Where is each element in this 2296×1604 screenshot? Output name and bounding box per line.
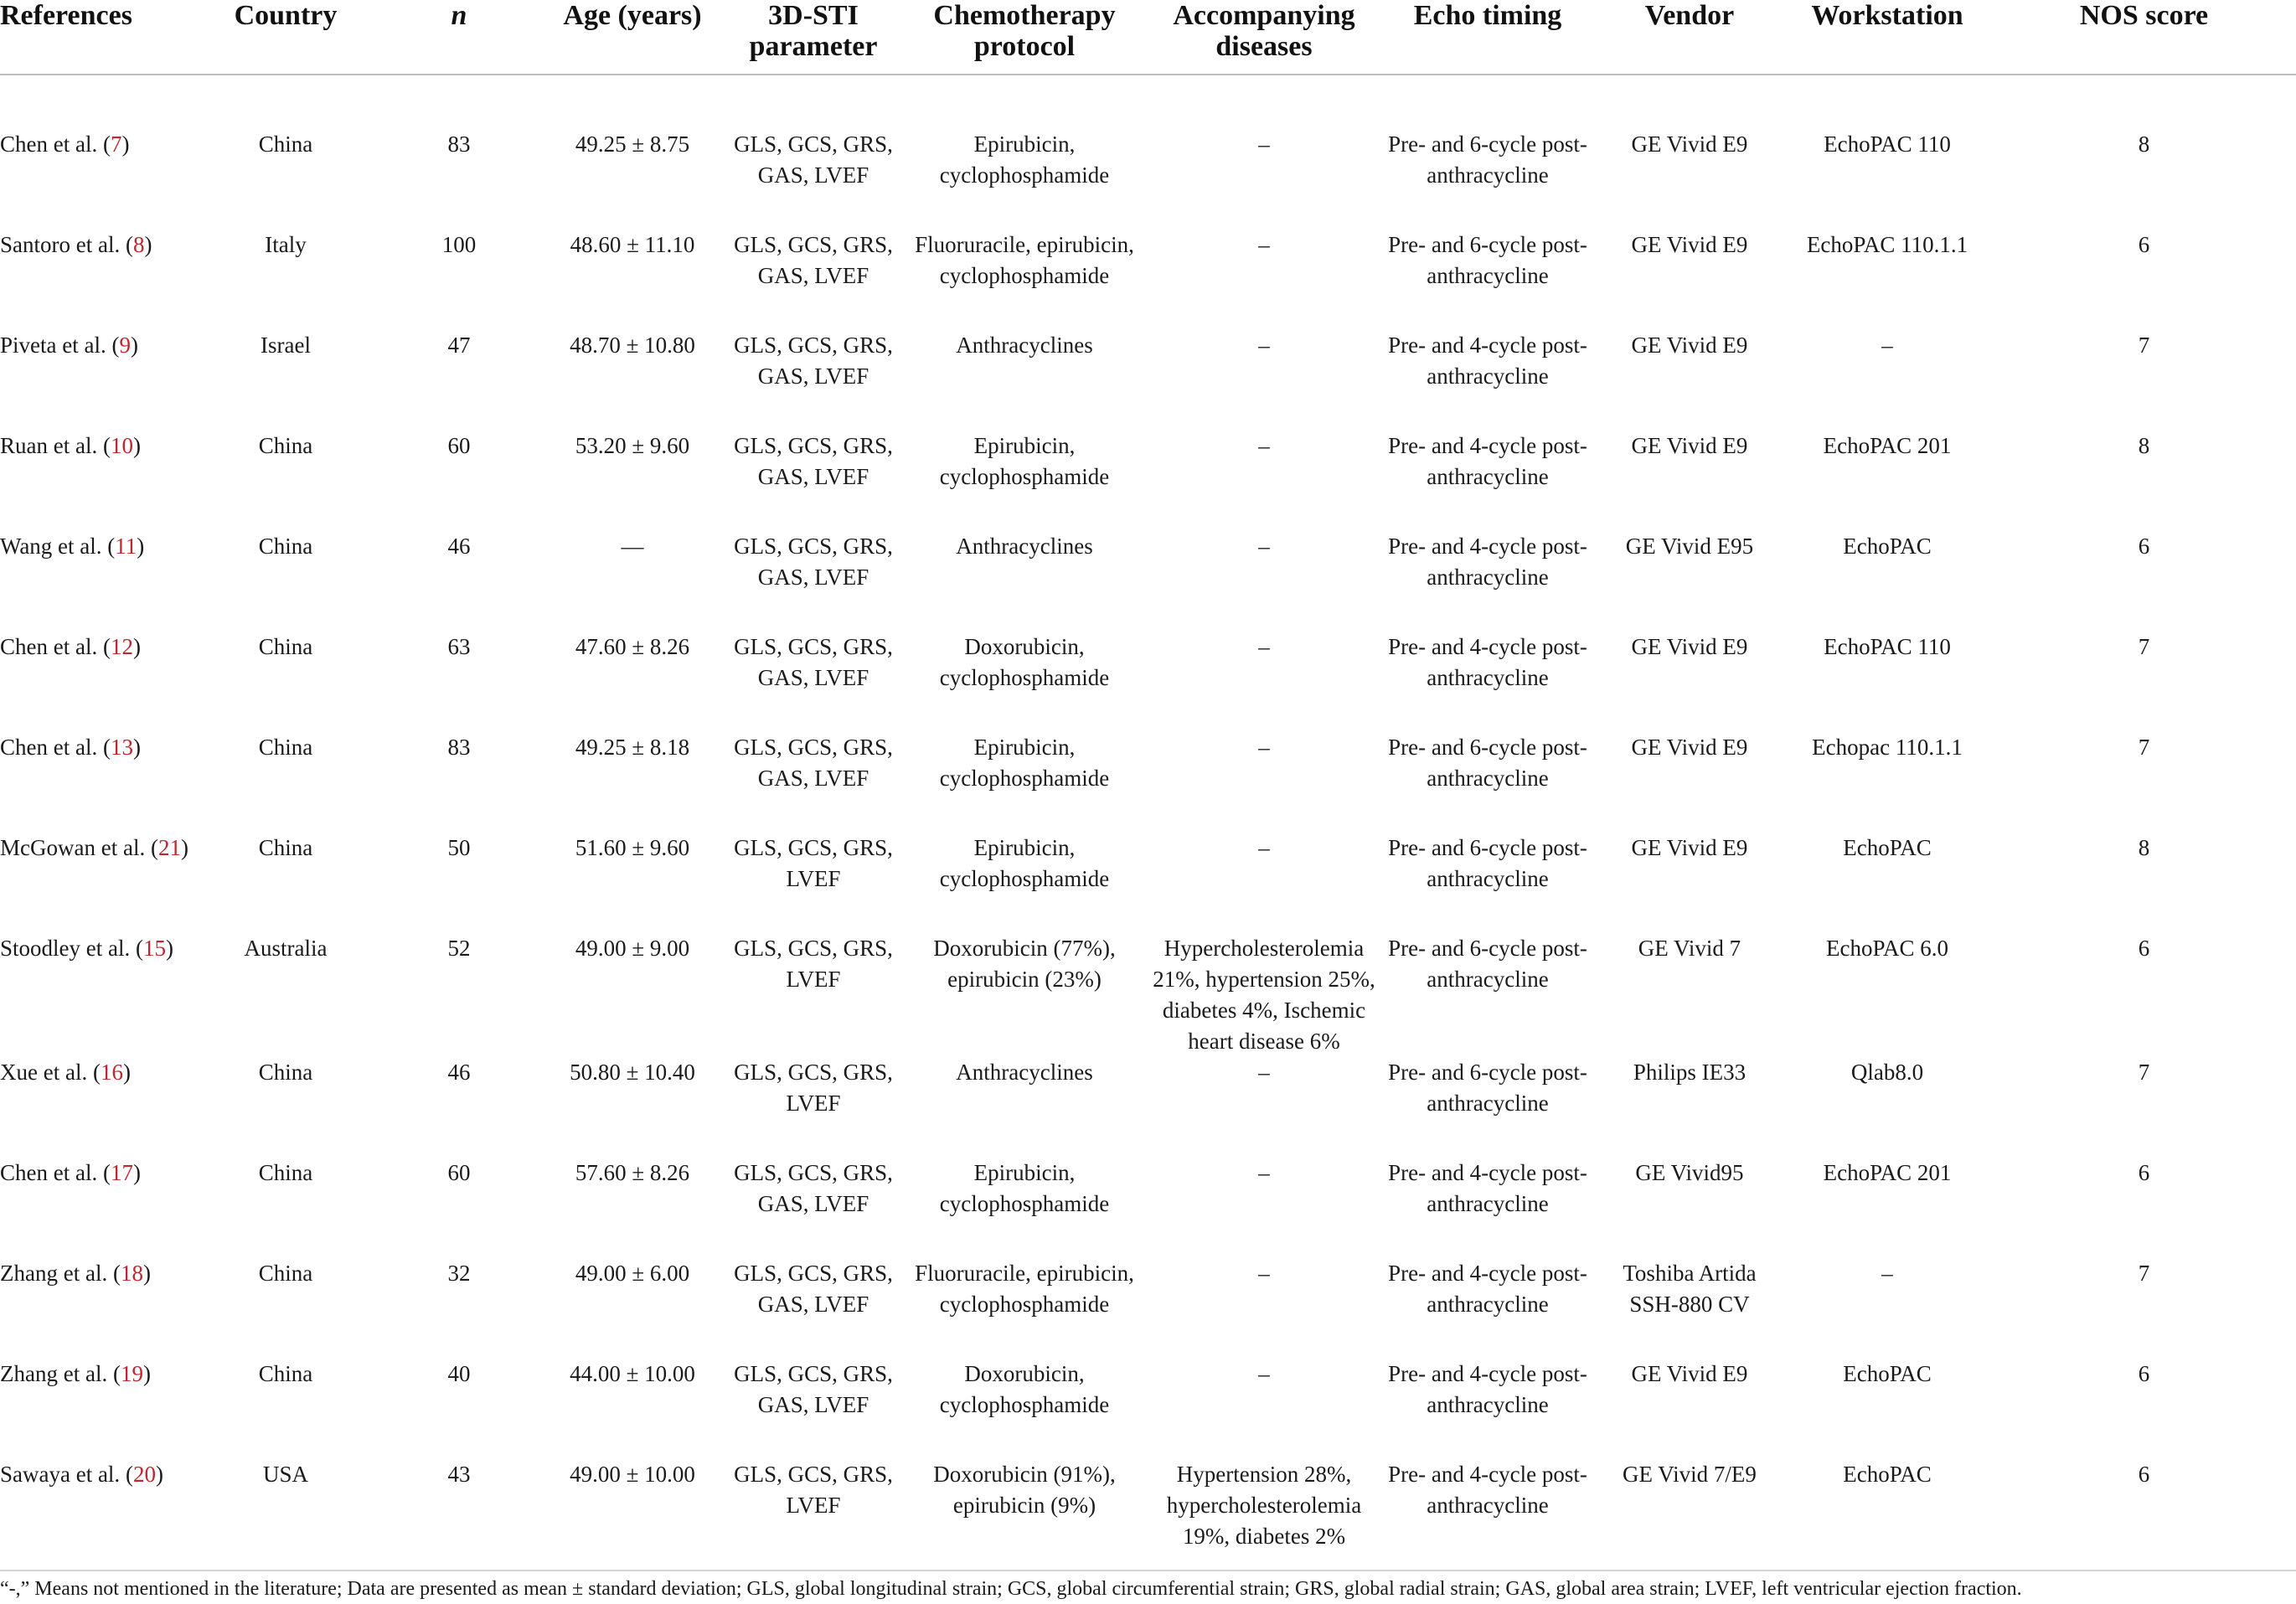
cell-country: China xyxy=(258,634,313,659)
cell-age: 49.00 ± 9.00 xyxy=(575,936,690,961)
cell-nos: 6 xyxy=(2138,1361,2150,1386)
cell-nos: 7 xyxy=(2138,634,2150,659)
cell-age: 50.80 ± 10.40 xyxy=(570,1060,695,1085)
cell-params: GLS, GCS, GRS, GAS, LVEF xyxy=(734,232,893,288)
table-row xyxy=(0,732,2296,833)
cell-n: 60 xyxy=(447,1160,471,1185)
cell-workstation: EchoPAC 201 xyxy=(1823,1160,1952,1185)
cell-country: Italy xyxy=(265,232,307,257)
cell-protocol: Doxorubicin (91%), epirubicin (9%) xyxy=(933,1462,1116,1518)
cell-n: 46 xyxy=(447,1060,471,1085)
cell-vendor: GE Vivid E9 xyxy=(1631,132,1748,157)
cell-vendor: GE Vivid E9 xyxy=(1631,232,1748,257)
author-name: Zhang et al. xyxy=(0,1261,108,1286)
citation-link[interactable]: 13 xyxy=(110,735,133,760)
cell-n: 47 xyxy=(447,333,471,358)
cell-workstation: EchoPAC xyxy=(1843,534,1932,559)
cell-params: GLS, GCS, GRS, GAS, LVEF xyxy=(734,1160,893,1216)
cell-reference: Chen et al. (17) xyxy=(0,1160,141,1185)
cell-n: 52 xyxy=(447,936,471,961)
cell-diseases: – xyxy=(1258,132,1270,157)
cell-timing: Pre- and 6-cycle post-anthracycline xyxy=(1388,132,1587,188)
cell-age: 53.20 ± 9.60 xyxy=(575,433,690,458)
col-header-vendor: Vendor xyxy=(1644,0,1735,31)
table-row xyxy=(0,1459,2296,1560)
cell-timing: Pre- and 6-cycle post-anthracycline xyxy=(1388,735,1587,791)
cell-protocol: Anthracyclines xyxy=(956,1060,1093,1085)
cell-timing: Pre- and 4-cycle post-anthracycline xyxy=(1388,1261,1587,1317)
cell-diseases: Hypertension 28%, hypercholesterolemia 19%, diabetes 2% xyxy=(1166,1462,1362,1549)
table-row xyxy=(0,833,2296,933)
table-row xyxy=(0,1158,2296,1258)
cell-params: GLS, GCS, GRS, GAS, LVEF xyxy=(734,333,893,389)
cell-protocol: Fluoruracile, epirubicin, cyclophosphamide xyxy=(915,1261,1134,1317)
cell-age: 49.00 ± 6.00 xyxy=(575,1261,690,1286)
cell-reference: Chen et al. (13) xyxy=(0,735,141,760)
col-header-protocol: Chemotherapy protocol xyxy=(933,0,1116,62)
cell-n: 63 xyxy=(447,634,471,659)
cell-vendor: GE Vivid95 xyxy=(1635,1160,1744,1185)
cell-reference: Zhang et al. (18) xyxy=(0,1261,151,1286)
cell-vendor: Toshiba Artida SSH-880 CV xyxy=(1623,1261,1757,1317)
author-name: McGowan et al. xyxy=(0,835,146,860)
table-row xyxy=(0,75,2296,230)
cell-reference: Stoodley et al. (15) xyxy=(0,936,173,961)
cell-nos: 6 xyxy=(2138,534,2150,559)
cell-nos: 7 xyxy=(2138,1060,2150,1085)
cell-protocol: Anthracyclines xyxy=(956,534,1093,559)
cell-params: GLS, GCS, GRS, LVEF xyxy=(734,1462,893,1518)
table-row xyxy=(0,933,2296,1057)
citation-link[interactable]: 19 xyxy=(120,1361,143,1386)
cell-workstation: EchoPAC xyxy=(1843,1462,1932,1487)
cell-timing: Pre- and 6-cycle post-anthracycline xyxy=(1388,232,1587,288)
cell-age: 49.00 ± 10.00 xyxy=(570,1462,695,1487)
cell-diseases: – xyxy=(1258,634,1270,659)
cell-reference: Santoro et al. (8) xyxy=(0,232,152,257)
cell-workstation: EchoPAC xyxy=(1843,1361,1932,1386)
table-row xyxy=(0,230,2296,330)
cell-workstation: EchoPAC 201 xyxy=(1823,433,1952,458)
cell-vendor: GE Vivid 7/E9 xyxy=(1623,1462,1757,1487)
cell-timing: Pre- and 6-cycle post-anthracycline xyxy=(1388,835,1587,891)
cell-protocol: Epirubicin, cyclophosphamide xyxy=(939,835,1110,891)
table-row xyxy=(0,1258,2296,1359)
cell-vendor: GE Vivid E9 xyxy=(1631,634,1748,659)
cell-reference: Piveta et al. (9) xyxy=(0,333,138,358)
citation-link[interactable]: 16 xyxy=(100,1060,123,1085)
cell-params: GLS, GCS, GRS, LVEF xyxy=(734,1060,893,1116)
col-header-references: References xyxy=(0,0,132,31)
cell-protocol: Doxorubicin (77%), epirubicin (23%) xyxy=(933,936,1116,992)
cell-age: — xyxy=(621,534,644,559)
author-name: Wang et al. xyxy=(0,534,102,559)
cell-vendor: GE Vivid E9 xyxy=(1631,735,1748,760)
cell-n: 50 xyxy=(447,835,471,860)
author-name: Sawaya et al. xyxy=(0,1462,121,1487)
cell-n: 83 xyxy=(447,132,471,157)
cell-diseases: – xyxy=(1258,333,1270,358)
cell-country: China xyxy=(258,534,313,559)
cell-workstation: Qlab8.0 xyxy=(1850,1060,1924,1085)
cell-workstation: EchoPAC xyxy=(1843,835,1932,860)
author-name: Xue et al. xyxy=(0,1060,88,1085)
cell-params: GLS, GCS, GRS, GAS, LVEF xyxy=(734,534,893,590)
cell-country: China xyxy=(258,433,313,458)
cell-reference: Sawaya et al. (20) xyxy=(0,1462,163,1487)
cell-workstation: EchoPAC 110.1.1 xyxy=(1806,232,1968,257)
cell-n: 83 xyxy=(447,735,471,760)
cell-reference: McGowan et al. (21) xyxy=(0,835,188,860)
author-name: Chen et al. xyxy=(0,1160,98,1185)
cell-n: 60 xyxy=(447,433,471,458)
cell-timing: Pre- and 4-cycle post-anthracycline xyxy=(1388,1361,1587,1417)
cell-reference: Wang et al. (11) xyxy=(0,534,145,559)
cell-country: China xyxy=(258,1160,313,1185)
cell-diseases: Hypercholesterolemia 21%, hypertension 25%, diabetes 4%, Ischemic heart disease 6% xyxy=(1153,936,1375,1054)
cell-diseases: – xyxy=(1258,735,1270,760)
table-row xyxy=(0,431,2296,531)
cell-country: China xyxy=(258,1361,313,1386)
cell-age: 44.00 ± 10.00 xyxy=(570,1361,695,1386)
cell-reference: Xue et al. (16) xyxy=(0,1060,131,1085)
cell-diseases: – xyxy=(1258,433,1270,458)
cell-nos: 6 xyxy=(2138,232,2150,257)
author-name: Stoodley et al. xyxy=(0,936,131,961)
citation-link[interactable]: 20 xyxy=(132,1462,156,1487)
table-header xyxy=(0,0,2296,75)
cell-timing: Pre- and 4-cycle post-anthracycline xyxy=(1388,534,1587,590)
cell-params: GLS, GCS, GRS, GAS, LVEF xyxy=(734,735,893,791)
cell-age: 57.60 ± 8.26 xyxy=(575,1160,690,1185)
author-name: Ruan et al. xyxy=(0,433,98,458)
cell-age: 47.60 ± 8.26 xyxy=(575,634,690,659)
cell-reference: Zhang et al. (19) xyxy=(0,1361,151,1386)
cell-nos: 8 xyxy=(2138,433,2150,458)
cell-protocol: Epirubicin, cyclophosphamide xyxy=(939,735,1110,791)
cell-n: 100 xyxy=(441,232,477,257)
col-header-age: Age (years) xyxy=(563,0,702,31)
cell-workstation: EchoPAC 110 xyxy=(1824,634,1951,659)
cell-timing: Pre- and 4-cycle post-anthracycline xyxy=(1388,1462,1587,1518)
col-header-nos: NOS score xyxy=(2079,0,2209,31)
cell-nos: 6 xyxy=(2138,1462,2150,1487)
cell-params: GLS, GCS, GRS, GAS, LVEF xyxy=(734,433,893,489)
cell-nos: 8 xyxy=(2138,132,2150,157)
cell-country: China xyxy=(258,735,313,760)
cell-protocol: Epirubicin, cyclophosphamide xyxy=(939,132,1110,188)
cell-diseases: – xyxy=(1258,534,1270,559)
author-name: Piveta et al. xyxy=(0,333,106,358)
cell-protocol: Epirubicin, cyclophosphamide xyxy=(939,433,1110,489)
col-header-workstation: Workstation xyxy=(1811,0,1963,31)
cell-workstation: EchoPAC 6.0 xyxy=(1825,936,1949,961)
cell-country: China xyxy=(258,1060,313,1085)
cell-n: 40 xyxy=(447,1361,471,1386)
cell-nos: 8 xyxy=(2138,835,2150,860)
citation-link[interactable]: 9 xyxy=(119,333,131,358)
cell-protocol: Anthracyclines xyxy=(956,333,1093,358)
author-name: Santoro et al. xyxy=(0,232,121,257)
citation-link[interactable]: 12 xyxy=(110,634,133,659)
cell-timing: Pre- and 6-cycle post-anthracycline xyxy=(1388,1060,1587,1116)
cell-protocol: Fluoruracile, epirubicin, cyclophosphamide xyxy=(915,232,1134,288)
cell-country: China xyxy=(258,1261,313,1286)
cell-params: GLS, GCS, GRS, LVEF xyxy=(734,936,893,992)
cell-protocol: Doxorubicin, cyclophosphamide xyxy=(939,1361,1110,1417)
table-row xyxy=(0,1057,2296,1158)
col-header-params: 3D-STI parameter xyxy=(749,0,878,62)
cell-age: 51.60 ± 9.60 xyxy=(575,835,690,860)
cell-params: GLS, GCS, GRS, GAS, LVEF xyxy=(734,132,893,188)
cell-workstation: – xyxy=(1881,333,1893,358)
cell-vendor: Philips IE33 xyxy=(1633,1060,1747,1085)
citation-link[interactable]: 11 xyxy=(115,534,137,559)
table-row xyxy=(0,1359,2296,1459)
cell-n: 43 xyxy=(447,1462,471,1487)
cell-vendor: GE Vivid 7 xyxy=(1638,936,1741,961)
citation-link[interactable]: 21 xyxy=(157,835,181,860)
cell-params: GLS, GCS, GRS, GAS, LVEF xyxy=(734,1361,893,1417)
cell-age: 49.25 ± 8.18 xyxy=(575,735,690,760)
cell-diseases: – xyxy=(1258,1060,1270,1085)
cell-nos: 6 xyxy=(2138,936,2150,961)
cell-diseases: – xyxy=(1258,1160,1270,1185)
citation-link[interactable]: 18 xyxy=(120,1261,143,1286)
cell-timing: Pre- and 6-cycle post-anthracycline xyxy=(1388,936,1587,992)
cell-diseases: – xyxy=(1258,835,1270,860)
cell-params: GLS, GCS, GRS, LVEF xyxy=(734,835,893,891)
col-header-diseases: Accompanying diseases xyxy=(1173,0,1355,62)
cell-vendor: GE Vivid E9 xyxy=(1631,835,1748,860)
col-header-n: n xyxy=(451,0,467,31)
cell-n: 32 xyxy=(447,1261,471,1286)
citation-link[interactable]: 7 xyxy=(110,132,122,157)
cell-country: China xyxy=(258,835,313,860)
cell-nos: 7 xyxy=(2138,333,2150,358)
cell-workstation: EchoPAC 110 xyxy=(1824,132,1951,157)
cell-protocol: Epirubicin, cyclophosphamide xyxy=(939,1160,1110,1216)
cell-vendor: GE Vivid E95 xyxy=(1625,534,1754,559)
author-name: Chen et al. xyxy=(0,132,98,157)
cell-params: GLS, GCS, GRS, GAS, LVEF xyxy=(734,634,893,690)
citation-link[interactable]: 8 xyxy=(132,232,145,257)
table-footnote: “-,” Means not mentioned in the literature; Data are presented as mean ± standard deviation; GLS, global longitudinal strain; GCS, global circumferential strain; GRS, global radial strain; GAS, global area strain; LVEF, left ventricular ejection fraction. xyxy=(0,1570,2296,1603)
cell-params: GLS, GCS, GRS, GAS, LVEF xyxy=(734,1261,893,1317)
cell-vendor: GE Vivid E9 xyxy=(1631,333,1748,358)
cell-age: 48.70 ± 10.80 xyxy=(570,333,695,358)
cell-country: Israel xyxy=(261,333,311,358)
cell-workstation: – xyxy=(1881,1261,1893,1286)
cell-vendor: GE Vivid E9 xyxy=(1631,1361,1748,1386)
citation-link[interactable]: 10 xyxy=(110,433,133,458)
col-header-timing: Echo timing xyxy=(1413,0,1562,31)
cell-age: 48.60 ± 11.10 xyxy=(570,232,695,257)
cell-protocol: Doxorubicin, cyclophosphamide xyxy=(939,634,1110,690)
cell-diseases: – xyxy=(1258,1361,1270,1386)
cell-timing: Pre- and 4-cycle post-anthracycline xyxy=(1388,634,1587,690)
author-name: Chen et al. xyxy=(0,634,98,659)
cell-vendor: GE Vivid E9 xyxy=(1631,433,1748,458)
cell-timing: Pre- and 4-cycle post-anthracycline xyxy=(1388,333,1587,389)
cell-nos: 7 xyxy=(2138,1261,2150,1286)
cell-timing: Pre- and 4-cycle post-anthracycline xyxy=(1388,1160,1587,1216)
cell-workstation: Echopac 110.1.1 xyxy=(1812,735,1963,760)
cell-diseases: – xyxy=(1258,232,1270,257)
cell-country: USA xyxy=(262,1462,308,1487)
cell-country: Australia xyxy=(244,936,328,961)
cell-reference: Ruan et al. (10) xyxy=(0,433,141,458)
table-body xyxy=(0,75,2296,1560)
citation-link[interactable]: 17 xyxy=(110,1160,133,1185)
col-header-country: Country xyxy=(234,0,338,31)
cell-timing: Pre- and 4-cycle post-anthracycline xyxy=(1388,433,1587,489)
table-row xyxy=(0,632,2296,732)
cell-reference: Chen et al. (12) xyxy=(0,634,141,659)
citation-link[interactable]: 15 xyxy=(142,936,166,961)
cell-nos: 6 xyxy=(2138,1160,2150,1185)
author-name: Zhang et al. xyxy=(0,1361,108,1386)
table-row xyxy=(0,330,2296,431)
cell-age: 49.25 ± 8.75 xyxy=(575,132,690,157)
author-name: Chen et al. xyxy=(0,735,98,760)
cell-reference: Chen et al. (7) xyxy=(0,132,130,157)
cell-n: 46 xyxy=(447,534,471,559)
cell-nos: 7 xyxy=(2138,735,2150,760)
cell-diseases: – xyxy=(1258,1261,1270,1286)
table-row xyxy=(0,531,2296,632)
cell-country: China xyxy=(258,132,313,157)
